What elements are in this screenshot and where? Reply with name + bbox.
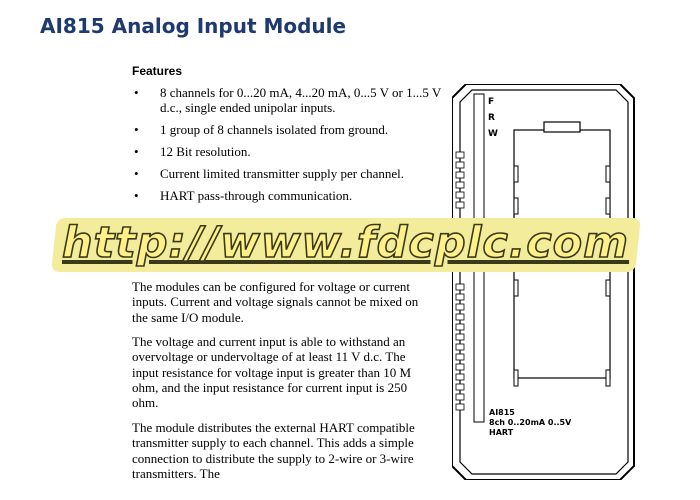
bullet-icon: • — [134, 144, 139, 159]
watermark-text: http://www.fdcplc.com — [62, 218, 630, 268]
features-list — [132, 85, 442, 210]
feature-text: 8 channels for 0...20 mA, 4...20 mA, 0...5 V or 1...5 V d.c., single ended unipolar inputs. — [160, 85, 442, 115]
connector-latch — [544, 122, 580, 132]
list-item — [132, 144, 442, 159]
list-item — [132, 122, 442, 137]
list-item — [132, 188, 442, 203]
bullet-icon: • — [134, 188, 139, 203]
bullet-icon: • — [134, 166, 139, 181]
feature-text: HART pass-through communication. — [160, 188, 353, 203]
paragraph-overvoltage: The voltage and current input is able to withstand an overvoltage or undervoltage of at least 11 V d.c. The input resistance for voltage input is greater than 10 M ohm, and the input resistance for current input is 250 ohm. — [132, 334, 412, 411]
module-label-line: AI815 — [489, 408, 515, 417]
feature-text: 1 group of 8 channels isolated from ground. — [160, 122, 389, 137]
module-label-line: 8ch 0..20mA 0..5V — [489, 418, 572, 427]
list-item — [132, 85, 442, 115]
page-title: AI815 Analog Input Module — [40, 14, 347, 38]
features-heading: Features — [132, 64, 183, 78]
paragraph-configuration: The modules can be configured for voltage or current inputs. Current and voltage signals cannot be mixed on the same I/O module. — [132, 279, 419, 325]
led-label-r: R — [488, 113, 495, 123]
paragraph-hart-supply: The module distributes the external HART compatible transmitter supply to each channel. This adds a simple connection to distribute the supply to 2-wire or 3-wire transmitters. The — [132, 420, 415, 481]
list-item — [132, 166, 442, 181]
bullet-icon: • — [134, 85, 139, 100]
feature-text: Current limited transmitter supply per channel. — [160, 166, 405, 181]
bullet-icon: • — [134, 122, 139, 137]
led-label-f: F — [488, 97, 495, 107]
feature-text: 12 Bit resolution. — [160, 144, 251, 159]
led-label-w: W — [488, 129, 498, 139]
module-label-line: HART — [489, 428, 514, 437]
module-label — [489, 408, 571, 438]
